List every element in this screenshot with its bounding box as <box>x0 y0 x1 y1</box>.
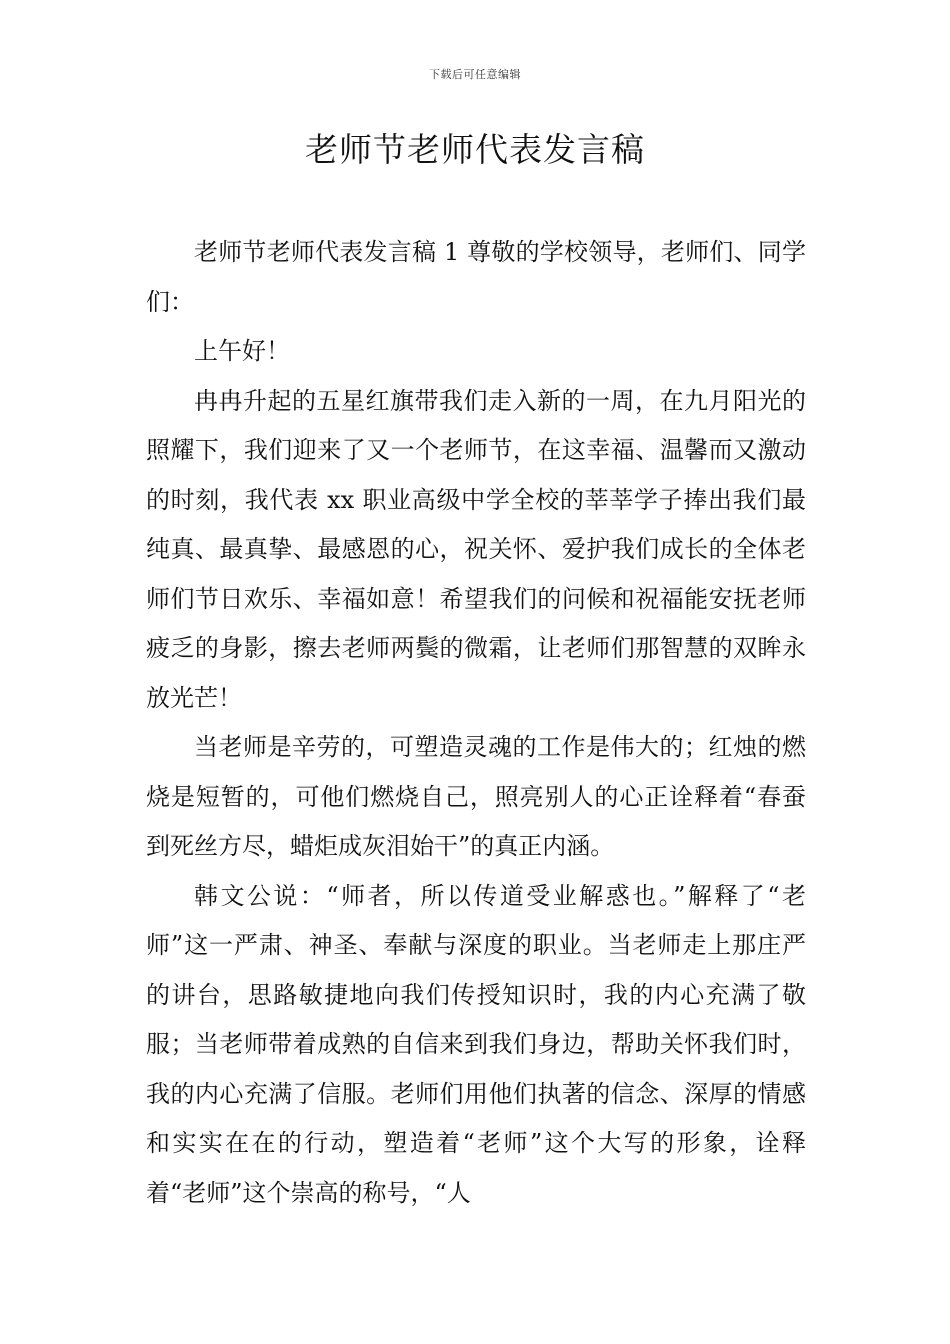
header-note: 下载后可任意编辑 <box>429 68 521 81</box>
paragraph-han-yu-quote: 韩文公说：“师者，所以传道受业解惑也。”解释了“老师”这一严肃、神圣、奉献与深度的职业。当老师走上那庄严的讲台，思路敏捷地向我们传授知识时，我的内心充满了敬服；当老师带着成熟的自信来到我们身边，帮助关怀我们时，我的内心充满了信服。老师们用他们执著的信念、深厚的情感和实实在在的行动，塑造着“老师”这个大写的形象，诠释着“老师”这个崇高的称号，“人 <box>146 881 806 1207</box>
paragraph-greeting: 上午好！ <box>194 337 290 365</box>
document-body <box>146 228 806 1218</box>
paragraph-salutation: 老师节老师代表发言稿 1 尊敬的学校领导，老师们、同学们： <box>146 238 806 316</box>
paragraph-opening: 冉冉升起的五星红旗带我们走入新的一周，在九月阳光的照耀下，我们迎来了又一个老师节，在这幸福、温馨而又激动的时刻，我代表 xx 职业高级中学全校的莘莘学子捧出我们最纯真、最真挚、最感恩的心，祝关怀、爱护我们成长的全体老师们节日欢乐、幸福如意！希望我们的问候和祝福能安抚老师疲乏的身影，擦去老师两鬓的微霜，让老师们那智慧的双眸永放光芒！ <box>146 386 806 712</box>
document-title: 老师节老师代表发言稿 <box>305 130 645 169</box>
paragraph-candle: 当老师是辛劳的，可塑造灵魂的工作是伟大的；红烛的燃烧是短暂的，可他们燃烧自己，照亮别人的心正诠释着“春蚕到死丝方尽，蜡炬成灰泪始干”的真正内涵。 <box>146 733 806 860</box>
